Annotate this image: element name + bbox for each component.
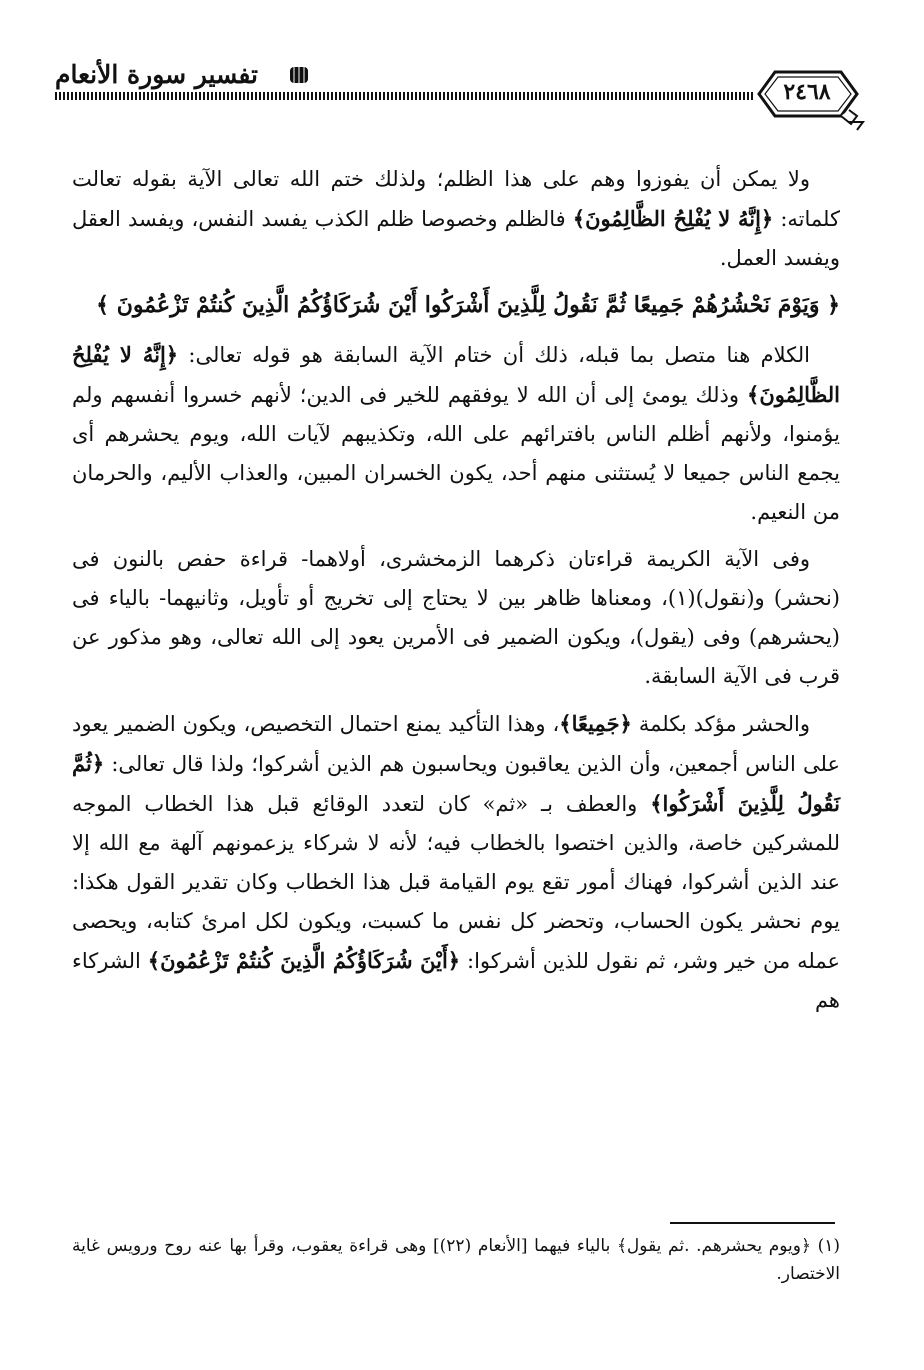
body-text	[72, 160, 840, 1028]
paragraph	[72, 335, 840, 532]
header-rule	[55, 92, 753, 100]
paragraph-text: ، وهذا التأكيد يمنع احتمال التخصيص، ويكون الضمير يعود على الناس أجمعين، وأن الذين يعاقبون ويحاسبون هم الذين أشركوا؛ ولذا قال تعالى:	[72, 712, 840, 776]
paragraph-text: الكلام هنا متصل بما قبله، ذلك أن ختام الآية السابقة هو قوله تعالى:	[178, 343, 810, 367]
ornament-icon	[288, 64, 310, 86]
quran-quote: ﴿أَيْنَ شُرَكَاؤُكُمُ الَّذِينَ كُنتُمْ تَزْعُمُونَ﴾	[147, 948, 461, 973]
paragraph-text: والحشر مؤكد بكلمة	[631, 712, 811, 736]
paragraph-text: فالظلم وخصوصا ظلم الكذب يفسد النفس، ويفسد العقل ويفسد العمل.	[72, 207, 840, 270]
paragraph	[72, 160, 840, 278]
paragraph	[72, 540, 840, 696]
quran-quote: ﴿إِنَّهُ لا يُفْلِحُ الظَّالِمُونَ﴾	[72, 342, 840, 407]
quran-verse	[72, 286, 840, 325]
page-number-badge	[745, 52, 870, 132]
paragraph-text: ولا يمكن أن يفوزوا وهم على هذا الظلم؛ ولذلك ختم الله تعالى الآية بقوله تعالت كلماته:	[72, 167, 840, 231]
footnote: (١) ﴿ويوم يحشرهم. .ثم يقول﴾ بالياء فيهما [الأنعام (٢٢)] وهى قراءة يعقوب، وقرأ بها عنه روح ورويس غاية الاختصار.	[72, 1236, 840, 1284]
paragraph-text: والعطف بـ «ثم» كان لتعدد الوقائع قبل هذا الخطاب الموجه للمشركين خاصة، والذين اختصوا بالخطاب فيه؛ لأنه لا شركاء يزعمونهم آلهة مع الله إلا عند الذين أشركوا، فهناك أمور تقع يوم القيامة قبل هذا الخطاب وكان تقدير القول هكذا: يوم نحشر يكون الحساب، وتحضر كل نفس ما كسبت، ويكون لكل امرئ كتابه، ويحصى عمله من خير وشر، ثم نقول للذين أشركوا:	[72, 792, 841, 973]
quran-quote: ﴿إِنَّهُ لا يُفْلِحُ الظَّالِمُونَ﴾	[572, 206, 774, 231]
quran-quote: ﴿جَمِيعًا﴾	[559, 711, 632, 736]
paragraph	[72, 704, 840, 1020]
paragraph-text: الشركاء هم	[72, 949, 840, 1012]
header-title: تفسير سورة الأنعام	[55, 60, 259, 89]
quran-quote: ﴿ وَيَوْمَ نَحْشُرُهُمْ جَمِيعًا ثُمَّ نَقُولُ لِلَّذِينَ أَشْرَكُوا أَيْنَ شُرَكَاؤُكُمُ الَّذِينَ كُنتُمْ تَزْعُمُونَ ﴾	[96, 292, 840, 318]
page-header	[55, 52, 875, 132]
quran-quote: ﴿ثُمَّ نَقُولُ لِلَّذِينَ أَشْرَكُوا﴾	[72, 751, 840, 816]
page-number: ٢٤٦٨	[783, 79, 831, 105]
paragraph-text: وفى الآية الكريمة قراءتان ذكرهما الزمخشرى، أولاهما- قراءة حفص بالنون فى (نحشر) و(نقول)(١)، ومعناها ظاهر بين لا يحتاج إلى تخريج أو تأويل، وثانيهما- بالياء فى (يحشرهم) وفى (يقول)، ويكون الضمير فى الأمرين يعود إلى الله تعالى، وهو مذكور عن قرب فى الآية السابقة.	[72, 547, 840, 688]
footnote-separator	[670, 1222, 835, 1224]
paragraph-text: وذلك يومئ إلى أن الله لا يوفقهم للخير فى الدين؛ لأنهم خسروا أنفسهم ولم يؤمنوا، ولأنهم أظلم الناس بافترائهم على الله، وتكذيبهم لآيات الله، ويوم يحشرهم أى يجمع الناس جميعا لا يُستثنى منهم أحد، يكون الخسران المبين، والعذاب الأليم، والحرمان من النعيم.	[72, 383, 840, 524]
